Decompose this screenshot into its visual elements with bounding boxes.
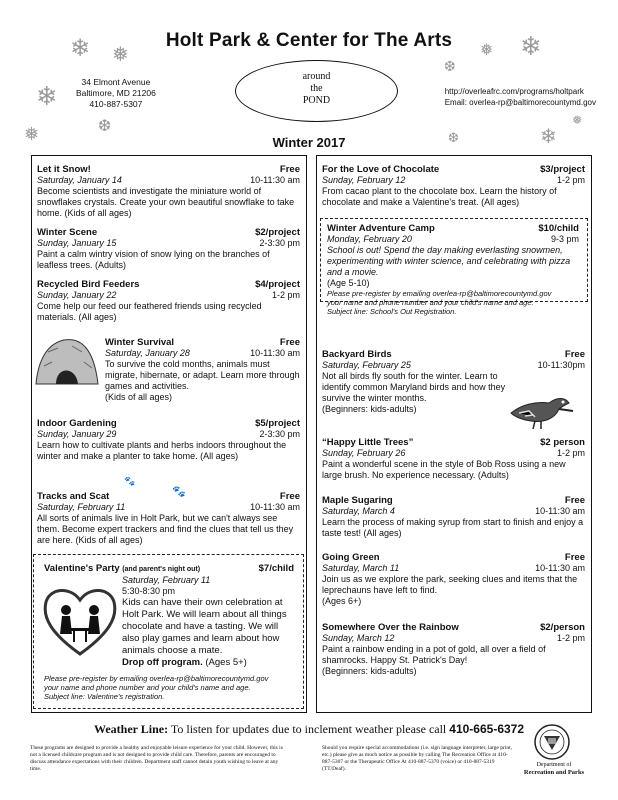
event-name: Backyard Birds xyxy=(322,349,392,360)
event-desc: Learn how to cultivate plants and herbs indoors throughout the winter and make a planter to take home. (All ages) xyxy=(37,440,287,461)
event-price: $10/child xyxy=(538,223,579,234)
address-phone: 410-887-5307 xyxy=(89,99,143,109)
event-time: 1-2 pm xyxy=(271,290,300,300)
address-city: Baltimore, MD 21206 xyxy=(76,88,156,98)
event-date: Saturday, January 28 xyxy=(105,348,190,358)
event-tracks-and-scat xyxy=(37,491,300,546)
register-line: Subject line: School's Out Registration. xyxy=(327,307,457,316)
event-desc: From cacao plant to the chocolate box. Learn the history of chocolate and make a Valentine's treat. (All ages) xyxy=(322,186,557,207)
disclaimer-text: These programs are designed to provide a healthy and enjoyable leisure experience for your child. However, this is not a licensed childcare program and is not designed to provide child care. Therefore, parents are encouraged to discuss attendance expectations with their children. Department staff cannot detain youth wishing to leave at any time. xyxy=(30,745,283,772)
event-desc: Learn the process of making syrup from start to finish and enjoy a taste test! (All ages) xyxy=(322,517,584,538)
event-valentines-party xyxy=(44,563,294,575)
valentines-registration xyxy=(44,674,298,701)
event-time: 2-3:30 pm xyxy=(259,238,300,248)
event-love-of-chocolate xyxy=(322,164,585,208)
event-name: For the Love of Chocolate xyxy=(322,164,440,175)
contact-block xyxy=(445,86,596,108)
snowflake-icon: ❄ xyxy=(70,34,91,62)
event-date: Monday, February 20 xyxy=(327,234,412,244)
event-date: Sunday, January 29 xyxy=(37,429,117,439)
event-price: $5/project xyxy=(255,418,300,429)
event-name: Somewhere Over the Rainbow xyxy=(322,622,459,633)
event-name: Indoor Gardening xyxy=(37,418,117,429)
snowflake-icon: ❆ xyxy=(444,59,456,75)
snowflake-icon: ❅ xyxy=(480,40,494,59)
weather-line xyxy=(0,722,618,737)
event-desc: Become scientists and investigate the miniature world of snowflakes crystals. Create your own beautiful snowflake to take home. (Kids of all ages) xyxy=(37,186,295,218)
event-name: Recycled Bird Feeders xyxy=(37,279,140,290)
event-date: Saturday, February 25 xyxy=(322,360,411,370)
event-price: $2/person xyxy=(540,622,585,633)
paw-print-icon: 🐾 xyxy=(124,477,136,487)
event-desc: Paint a wonderful scene in the style of Bob Ross using a new large brush. No experience necessary. (Adults) xyxy=(322,459,566,480)
event-time: 10-11:30 am xyxy=(250,348,300,358)
event-time: 9-3 pm xyxy=(550,234,579,244)
register-line: your name and phone number and your child's name and age. xyxy=(44,683,251,692)
event-audience: (Kids of all ages) xyxy=(105,392,173,402)
event-subtitle: (and parent's night out) xyxy=(122,566,201,573)
event-desc: Kids can have their own celebration at Holt Park. We will learn about all things chocolate and have a tasting. We will also play games and learn about how animals choose a mate. xyxy=(122,597,287,656)
event-name: Winter Scene xyxy=(37,227,98,238)
snowflake-icon: ❆ xyxy=(98,116,112,135)
event-winter-survival xyxy=(105,337,300,403)
snowflake-icon: ❆ xyxy=(448,131,459,146)
event-maple-sugaring xyxy=(322,495,585,539)
event-name: “Happy Little Trees” xyxy=(322,437,414,448)
event-price: Free xyxy=(279,164,300,175)
event-dropoff: Drop off program. xyxy=(122,657,203,668)
pond-line-1: around xyxy=(302,71,331,82)
event-date: Saturday, March 11 xyxy=(322,563,400,573)
pond-oval xyxy=(235,60,398,122)
cave-illustration xyxy=(34,334,100,386)
event-desc: To survive the cold months, animals must migrate, hibernate, or adapt. Learn more through games and activities. xyxy=(105,359,300,391)
event-date: Sunday, February 26 xyxy=(322,448,406,458)
paw-print-icon: 🐾 xyxy=(172,485,186,498)
website-link[interactable]: http://overleafrc.com/programs/holtpark xyxy=(444,87,584,96)
accommodations-text: Should you require special accommodations (i.e. sign language interpreter, large print, etc.) please give as much notice as possible by calling The Recreation Office at 410-887-5307 or the Therapeutic Office At 410-887-5370 (voice) or 410-887-5319 (TT/Deaf). xyxy=(322,745,512,772)
heart-illustration xyxy=(40,580,120,660)
event-name: Valentine's Party xyxy=(44,563,120,574)
event-winter-adventure-camp xyxy=(327,223,579,316)
event-time: 10-11:30 am xyxy=(250,502,300,512)
event-desc: Not all birds fly south for the winter. Learn to identify common Maryland birds and how they survive the winter months. xyxy=(322,371,506,403)
event-time: 10-11:30 am xyxy=(535,506,585,516)
event-name: Maple Sugaring xyxy=(322,495,393,506)
event-price: Free xyxy=(564,495,585,506)
department-line-1: Department of xyxy=(536,762,572,768)
event-happy-little-trees xyxy=(322,437,585,481)
snowflake-icon: ❅ xyxy=(24,124,40,145)
event-desc: Paint a calm wintry vision of snow lying on the branches of leafless trees. (Adults) xyxy=(37,249,270,270)
register-line: Please pre-register by emailing overlea-rp@baltimorecountymd.gov xyxy=(327,289,552,298)
event-date: Saturday, February 11 xyxy=(122,575,211,585)
event-desc: Come help our feed our feathered friends using recycled materials. (All ages) xyxy=(37,301,262,322)
email-link[interactable]: Email: overlea-rp@baltimorecountymd.gov xyxy=(444,98,596,107)
right-column xyxy=(316,155,592,713)
event-going-green xyxy=(322,552,585,607)
event-date: Saturday, February 11 xyxy=(37,502,126,512)
event-price: $3/project xyxy=(540,164,585,175)
county-seal-logo xyxy=(534,724,570,760)
address-block xyxy=(76,77,156,110)
event-name: Winter Survival xyxy=(105,337,175,348)
event-price: Free xyxy=(279,337,300,348)
event-audience: (Ages 6+) xyxy=(322,596,362,606)
season-heading: Winter 2017 xyxy=(272,135,346,150)
event-name: Winter Adventure Camp xyxy=(327,223,435,234)
event-over-the-rainbow xyxy=(322,622,585,677)
weather-label: Weather Line: xyxy=(93,722,169,736)
event-let-it-snow xyxy=(37,164,300,219)
event-desc: All sorts of animals live in Holt Park, but we can't always see them. Become expert trackers and find the clues that tell us they are here. (Kids of all ages) xyxy=(37,513,294,545)
event-time: 1-2 pm xyxy=(556,448,585,458)
event-bird-feeders xyxy=(37,279,300,323)
register-line: Please pre-register by emailing overlea-rp@baltimorecountymd.gov xyxy=(44,674,269,683)
weather-phone[interactable]: 410-665-6372 xyxy=(449,722,525,736)
event-desc: Join us as we explore the park, seeking clues and items that the leprechauns have left to find. xyxy=(322,574,578,595)
event-date: Saturday, March 4 xyxy=(322,506,395,516)
weather-text: To listen for updates due to inclement weather please call xyxy=(168,722,450,736)
event-date: Sunday, January 22 xyxy=(37,290,117,300)
event-desc: School is out! Spend the day making everlasting snowmen, experimenting with winter science, and celebrating with pizza and a movie. xyxy=(327,245,571,277)
register-line: Subject line: Valentine's registration. xyxy=(44,692,165,701)
event-date: Sunday, January 15 xyxy=(37,238,117,248)
event-ages: (Age 5-10) xyxy=(327,278,370,288)
event-audience: (Beginners: kids-adults) xyxy=(322,666,417,676)
event-name: Tracks and Scat xyxy=(37,491,110,502)
event-name: Let it Snow! xyxy=(37,164,91,175)
snowflake-icon: ❄ xyxy=(520,32,542,62)
event-price: $2/project xyxy=(255,227,300,238)
event-desc: Paint a rainbow ending in a pot of gold, all over a field of shamrocks. Happy St. Patrick's Day! xyxy=(322,644,546,665)
event-ages: (Ages 5+) xyxy=(202,657,247,668)
event-price: $7/child xyxy=(258,563,294,574)
page-title: Holt Park & Center for The Arts xyxy=(165,30,453,51)
woodpecker-illustration xyxy=(505,383,575,431)
event-time: 1-2 pm xyxy=(556,175,585,185)
event-price: Free xyxy=(279,491,300,502)
event-indoor-gardening xyxy=(37,418,300,462)
register-line: your name and phone number and your child's name and age. xyxy=(327,298,534,307)
event-price: $4/project xyxy=(255,279,300,290)
event-time: 10-11:30 am xyxy=(250,175,300,185)
event-price: Free xyxy=(564,349,585,360)
snowflake-icon: ❅ xyxy=(112,42,129,66)
event-date: Sunday, March 12 xyxy=(322,633,395,643)
snowflake-icon: ❄ xyxy=(540,124,557,148)
event-time: 1-2 pm xyxy=(556,633,585,643)
event-valentines-details xyxy=(122,575,294,669)
event-audience: (Beginners: kids-adults) xyxy=(322,404,417,414)
event-price: Free xyxy=(564,552,585,563)
event-name: Going Green xyxy=(322,552,380,563)
snowflake-icon: ❄ xyxy=(36,82,58,112)
event-winter-scene xyxy=(37,227,300,271)
event-time: 10-11:30pm xyxy=(537,360,585,370)
pond-line-3: POND xyxy=(302,95,331,106)
event-date: Saturday, January 14 xyxy=(37,175,122,185)
pond-line-2: the xyxy=(310,83,323,94)
event-price: $2 person xyxy=(540,437,585,448)
left-column xyxy=(31,155,307,713)
snowflake-icon: ❅ xyxy=(572,113,583,127)
event-date: Sunday, February 12 xyxy=(322,175,406,185)
department-name xyxy=(518,762,590,776)
address-street: 34 Elmont Avenue xyxy=(81,77,151,87)
department-line-2: Recreation and Parks xyxy=(523,769,585,776)
event-time: 5:30-8:30 pm xyxy=(122,586,176,596)
event-time: 2-3:30 pm xyxy=(259,429,300,439)
event-time: 10-11:30 am xyxy=(535,563,585,573)
